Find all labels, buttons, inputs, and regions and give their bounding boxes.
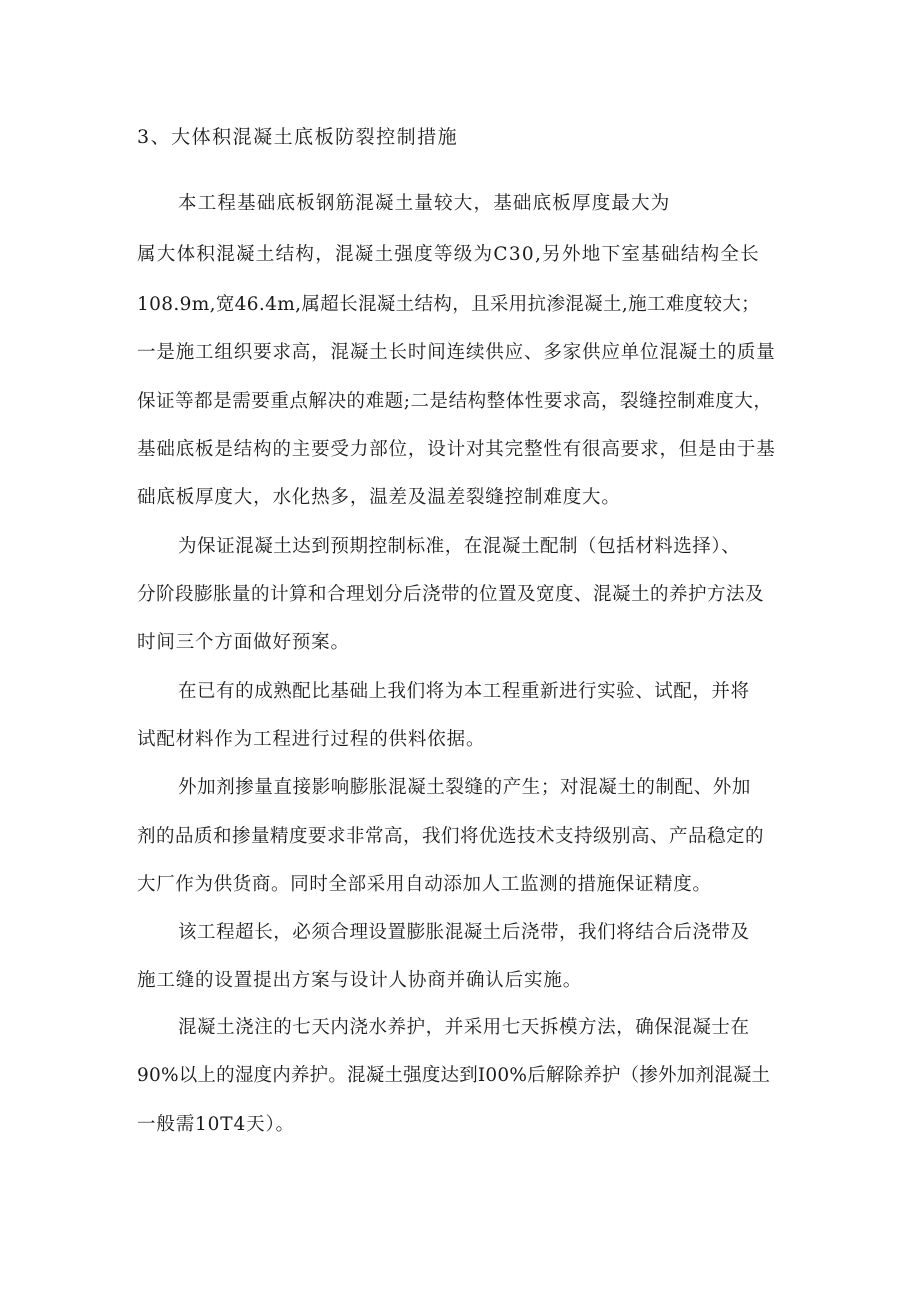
- paragraph-1-line-6: 基础底板是结构的主要受力部位，设计对其完整性有很高要求，但是由于基: [137, 439, 776, 460]
- section-heading: 3、大体积混凝土底板防裂控制措施: [137, 126, 459, 148]
- paragraph-1-line-5: 保证等都是需要重点解决的难题;二是结构整体性要求高，裂缝控制难度大，: [137, 391, 773, 412]
- paragraph-6-line-2: 90%以上的湿度内养护。混凝土强度达到I00%后解除养护（掺外加剂混凝土: [137, 1065, 771, 1086]
- paragraph-2-line-2: 分阶段膨胀量的计算和合理划分后浇带的位置及宽度、混凝土的养护方法及: [137, 584, 765, 605]
- paragraph-4-line-3: 大厂作为供货商。同时全部采用自动添加人工监测的措施保证精度。: [137, 874, 712, 895]
- paragraph-1-line-4: 一是施工组织要求高，混凝土长时间连续供应、多家供应单位混凝土的质量: [137, 342, 776, 363]
- paragraph-2-line-3: 时间三个方面做好预案。: [137, 632, 350, 653]
- paragraph-6-line-3: 一般需10T4天）。: [137, 1114, 295, 1135]
- paragraph-5-line-1: 该工程超长，必须合理设置膨胀混凝土后浇带，我们将结合后浇带及: [178, 922, 750, 943]
- paragraph-3-line-2: 试配材料作为工程进行过程的供料依据。: [137, 729, 486, 750]
- paragraph-4-line-2: 剂的品质和掺量精度要求非常高，我们将优选技术支持级别高、产品稳定的: [137, 826, 765, 847]
- paragraph-1-line-7: 础底板厚度大，水化热多，温差及温差裂缝控制难度大。: [137, 487, 621, 508]
- paragraph-6-line-1: 混凝土浇注的七天内浇水养护，并采用七天拆模方法，确保混凝士在: [178, 1017, 750, 1038]
- paragraph-1-line-2: 属大体积混凝土结构，混凝土强度等级为C30,另外地下室基础结构全长: [137, 244, 760, 265]
- paragraph-1-line-3: 108.9m,宽46.4m,属超长混凝土结构，且采用抗渗混凝土,施工难度较大；: [137, 294, 761, 315]
- paragraph-5-line-2: 施工缝的设置提出方案与设计人协商并确认后实施。: [137, 970, 583, 991]
- paragraph-1-line-1: 本工程基础底板钢筋混凝土量较大，基础底板厚度最大为: [178, 193, 671, 214]
- paragraph-3-line-1: 在已有的成熟配比基础上我们将为本工程重新进行实验、试配，并将: [178, 681, 750, 702]
- paragraph-2-line-1: 为保证混凝土达到预期控制标准，在混凝土配制（包括材料选择）、: [178, 536, 741, 557]
- paragraph-4-line-1: 外加剂掺量直接影响膨胀混凝土裂缝的产生；对混凝土的制配、外加: [178, 777, 752, 798]
